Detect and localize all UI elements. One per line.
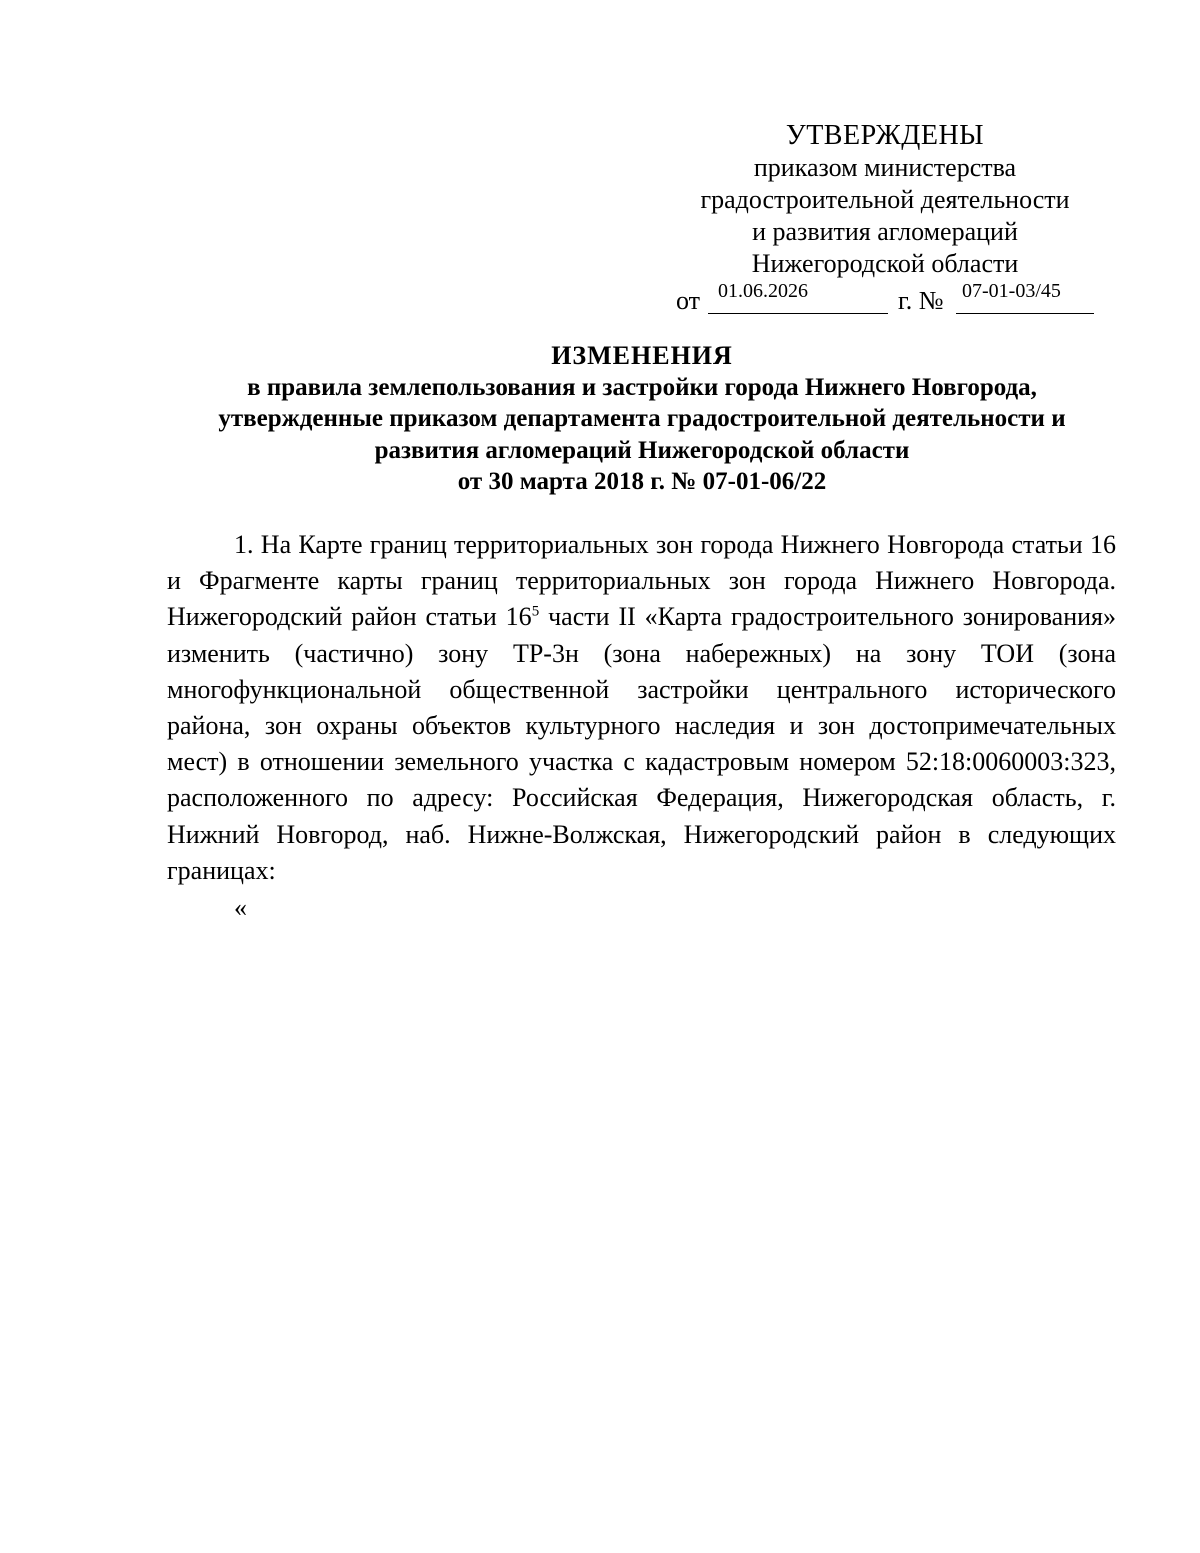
title-line: развития агломераций Нижегородской области xyxy=(374,436,910,464)
title-line: в правила землепользования и застройки города Нижнего Новгорода, xyxy=(247,373,1037,401)
body-text-part2: части II «Карта градостроительного зонирования» изменить (частично) зону ТР-3н (зона набережных) на зону ТОИ (зона многофункциональной общественной застройки центрального исторического района, зон охраны объектов культурного наследия и зон достопримечательных мест) в отношении земельного участка с кадастровым номером 52:18:0060003:323, расположенного по адресу: Российская Федерация, Нижегородская область, г. Нижний Новгород, наб. Нижне-Волжская, Нижегородский район в следующих границах: xyxy=(167,602,1116,885)
title-line: утвержденные приказом департамента градостроительной деятельности и xyxy=(218,405,1066,432)
order-reference xyxy=(676,280,1116,320)
document-title xyxy=(150,340,1134,498)
body-paragraph xyxy=(167,527,1116,889)
opening-quote: « xyxy=(234,893,247,922)
approval-line: и развития агломераций xyxy=(752,217,1018,246)
approval-stamp xyxy=(660,120,1110,280)
title-main: ИЗМЕНЕНИЯ xyxy=(551,341,733,370)
article-superscript: 5 xyxy=(531,603,540,620)
order-date-field xyxy=(708,279,888,314)
order-date: 01.06.2026 xyxy=(718,280,808,302)
order-from-label: от xyxy=(676,286,701,315)
order-number-field xyxy=(956,279,1094,314)
order-number-label: г. № xyxy=(898,286,944,315)
approval-line: приказом министерства xyxy=(753,153,1017,182)
approval-line: Нижегородской области xyxy=(751,249,1019,278)
body-text-part1: 1. На Карте границ территориальных зон города Нижнего Новгорода статьи 16 и Фрагменте карты границ территориальных зон города Нижнего Новгорода. Нижегородский район статьи 16 xyxy=(167,530,1116,632)
title-line: от 30 марта 2018 г. № 07-01-06/22 xyxy=(457,468,827,495)
order-number: 07-01-03/45 xyxy=(962,280,1061,302)
approval-line: градостроительной деятельности xyxy=(700,185,1070,214)
approval-heading: УТВЕРЖДЕНЫ xyxy=(785,120,985,151)
